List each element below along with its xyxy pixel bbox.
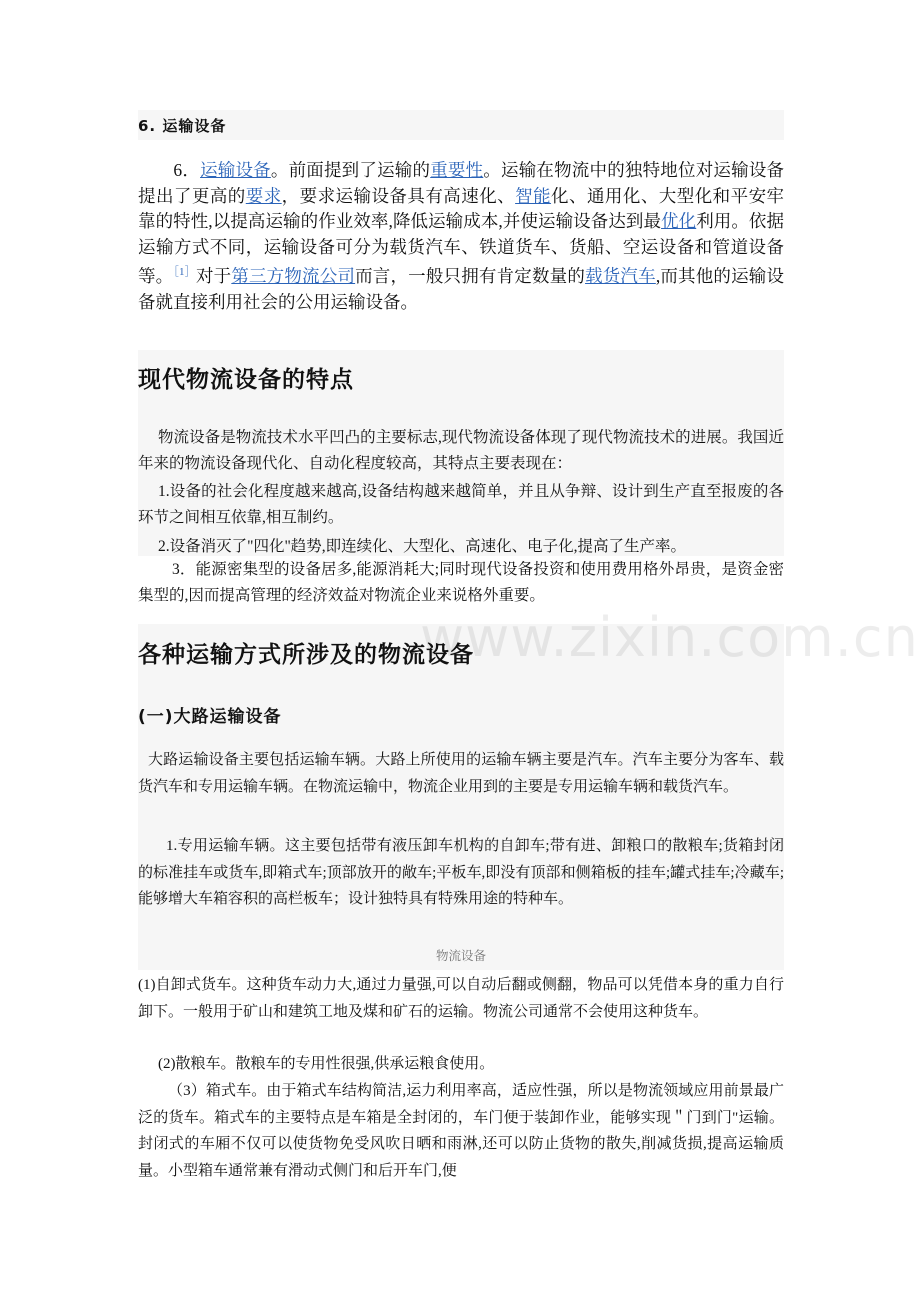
inline-link[interactable]: 优化: [661, 211, 697, 231]
paragraph-text: ，要求运输设备具有高速化、: [281, 185, 516, 206]
citation-marker[interactable]: ［1］: [173, 266, 196, 278]
inline-link[interactable]: 载货汽车: [585, 266, 656, 286]
inline-link[interactable]: 第三方物流公司: [231, 266, 356, 286]
paragraph-text: 利用。依据运输方式不同，运输设备可分为载货汽车、铁道货车、货船、空运设备和管道设备等。: [138, 211, 785, 286]
features-item-3: 3．能源密集型的设备居多,能源消耗大;同时现代设备投资和使用费用格外昂贵，是资金密集型的,因而提高管理的经济效益对物流企业来说格外重要。: [138, 561, 784, 604]
modes-heading: 各种运输方式所涉及的物流设备: [138, 642, 474, 668]
paragraph-text: 对于: [195, 266, 232, 286]
section-heading-transport: 6. 运输设备: [138, 117, 227, 135]
transport-paragraph: [138, 158, 784, 315]
inline-link[interactable]: 运输设备: [200, 160, 271, 180]
paragraph-text: ,而其他的运输设备就直接利用社会的公用运输设备。: [138, 266, 784, 312]
paragraph-text: 化、通用化、大型化和平安牢靠的特性,以提高运输的作业效率,降低运输成本,并使运输设备达到最: [138, 185, 785, 231]
paragraph-text: 。运输在物流中的独特地位对运输设备提出了更高的: [138, 160, 785, 206]
paragraph-text: 6．: [138, 160, 201, 180]
road-transport-heading: (一)大路运输设备: [138, 707, 282, 727]
features-item-2: 2.设备消灭了"四化"趋势,即连续化、大型化、高速化、电子化,提高了生产率。: [158, 538, 687, 555]
figure-caption: 物流设备: [435, 949, 486, 963]
inline-link[interactable]: 智能: [515, 185, 552, 206]
paragraph-text: 。前面提到了运输的: [270, 160, 431, 180]
dump-truck-item: (1)自卸式货车。这种货车动力大,通过力量强,可以自动后翻或侧翻，物品可以凭借本身的重力自行卸下。一般用于矿山和建筑工地及煤和矿石的运输。物流公司通常不会使用这种货车。: [138, 977, 784, 1020]
features-intro: 物流设备是物流技术水平凹凸的主要标志,现代物流设备体现了现代物流技术的进展。我国近年来的物流设备现代化、自动化程度较高，其特点主要表现在：: [138, 429, 784, 472]
inline-link[interactable]: 要求: [245, 185, 282, 206]
paragraph-text: 而言，一般只拥有肯定数量的: [355, 266, 586, 286]
inline-link[interactable]: 重要性: [430, 160, 484, 180]
features-heading: 现代物流设备的特点: [138, 367, 354, 393]
box-truck-item: （3）箱式车。由于箱式车结构简洁,运力利用率高，适应性强，所以是物流领域应用前景最广泛的货车。箱式车的主要特点是车箱是全封闭的，车门便于装卸作业，能够实现＂门到门"运输。封闭式的车厢不仅可以使货物免受风吹日晒和雨淋,还可以防止货物的散失,削减货损,提高运输质量。小型箱车通常兼有滑动式侧门和后开车门,便: [138, 1083, 784, 1179]
special-vehicles-item: 1.专用运输车辆。这主要包括带有液压卸车机构的自卸车;带有进、卸粮口的散粮车;货箱封闭的标准挂车或货车,即箱式车;顶部放开的敞车;平板车,即没有顶部和侧箱板的挂车;罐式挂车;冷藏车;能够增大车箱容积的高栏板车；设计独特具有特殊用途的特种车。: [138, 838, 784, 907]
road-transport-intro: 大路运输设备主要包括运输车辆。大路上所使用的运输车辆主要是汽车。汽车主要分为客车、载货汽车和专用运输车辆。在物流运输中，物流企业用到的主要是专用运输车辆和载货汽车。: [138, 752, 784, 795]
grain-truck-item: (2)散粮车。散粮车的专用性很强,供承运粮食使用。: [158, 1056, 495, 1072]
features-item-1: 1.设备的社会化程度越来越高,设备结构越来越简单，并且从争辩、设计到生产直至报废的各环节之间相互依靠,相互制约。: [138, 483, 784, 526]
